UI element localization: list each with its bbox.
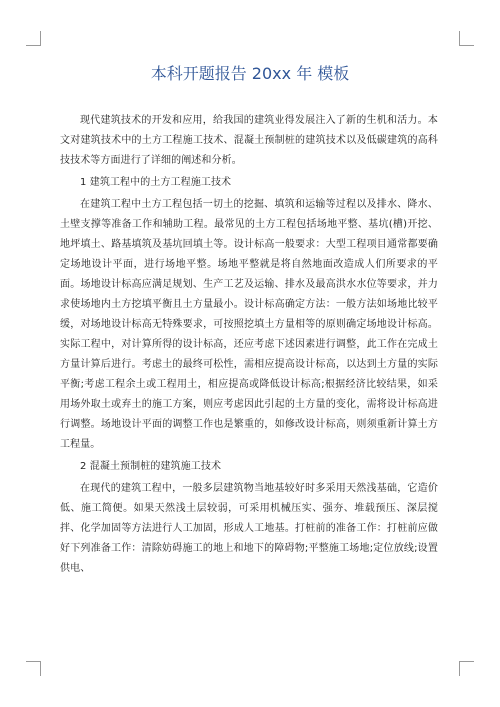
document-title: 本科开题报告 20xx 年 模板: [150, 64, 350, 83]
crop-mark-bottom-right: [459, 661, 474, 676]
document-body: [60, 111, 438, 579]
crop-mark-top-left: [26, 31, 41, 46]
section-heading-1: 1 建筑工程中的土方工程施工技术: [80, 177, 232, 188]
intro-paragraph: 现代建筑技术的开发和应用，给我国的建筑业得发展注入了新的生机和活力。本文对建筑技术中的土方工程施工技术、混凝土预制桩的建筑技术以及低碳建筑的高科技技术等方面进行了详细的阐述和分析。: [60, 115, 438, 166]
crop-mark-bottom-left: [26, 661, 41, 676]
section-2-paragraph: 在现代的建筑工程中，一般多层建筑物当地基较好时多采用天然浅基础，它造价低、施工简便。如果天然浅土层较弱，可采用机械压实、强夯、堆载预压、深层搅拌、化学加固等方法进行人工加固，形成人工地基。打桩前的准备工作：打桩前应做好下列准备工作：清除妨碍施工的地上和地下的障碍物;平整施工场地;定位放线;设置供电、: [60, 483, 438, 574]
section-1-paragraph: 在建筑工程中土方工程包括一切土的挖掘、填筑和运输等过程以及排水、降水、土壁支撑等准备工作和辅助工程。最常见的土方工程包括场地平整、基坑(槽)开挖、地坪填土、路基填筑及基坑回填土等。设计标高一般要求：大型工程项目通常都要确定场地设计平面，进行场地平整。场地平整就是将自然地面改造成人们所要求的平面。场地设计标高应满足规划、生产工艺及运输、排水及最高洪水水位等要求，并力求使场地内土方挖填平衡且土方量最小。设计标高确定方法：一般方法如场地比较平缓，对场地设计标高无特殊要求，可按照挖填土方量相等的原则确定场地设计标高。实际工程中，对计算所得的设计标高，还应考虑下述因素进行调整，此工作在完成土方量计算后进行。考虑土的最终可松性，需相应提高设计标高，以达到土方量的实际平衡;考虑工程余土或工程用土，相应提高或降低设计标高;根据经济比较结果，如采用场外取土或弃土的施工方案，则应考虑因此引起的土方量的变化，需将设计标高进行调整。场地设计平面的调整工作也是繁重的，如修改设计标高，则须重新计算土方工程量。: [60, 199, 438, 450]
section-heading-2: 2 混凝土预制桩的建筑施工技术: [80, 461, 222, 472]
crop-mark-top-right: [459, 31, 474, 46]
